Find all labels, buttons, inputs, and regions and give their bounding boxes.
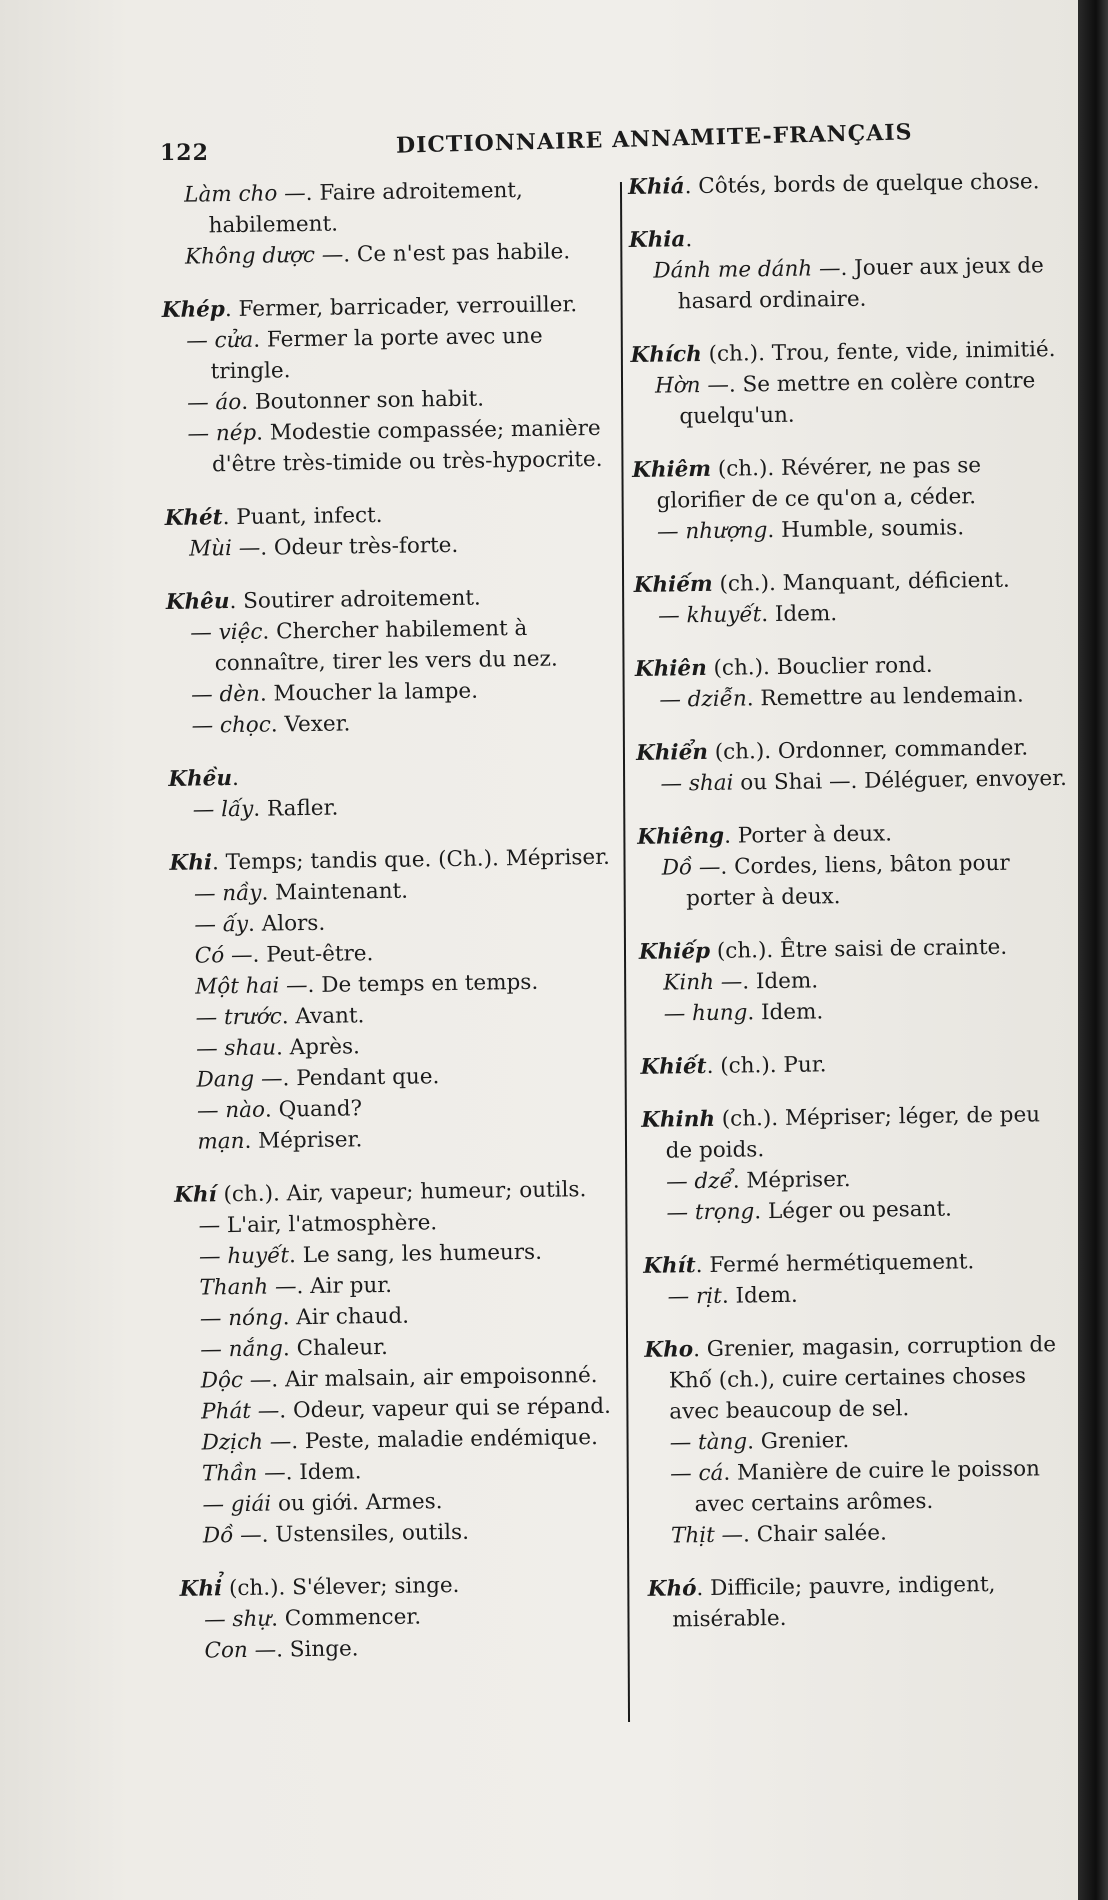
headword-line: Khia. xyxy=(628,227,693,253)
subentry: Dánh me dánh —. Jouer aux jeux de hasard ordinaire. xyxy=(653,253,1044,315)
headword-line: Khiển (ch.). Ordonner, commander. xyxy=(635,735,1029,766)
dictionary-entry xyxy=(635,648,1068,716)
dictionary-entry xyxy=(648,1568,1081,1636)
dictionary-entry xyxy=(641,1099,1075,1229)
subentry: — dziễn. Remettre au lendemain. xyxy=(659,682,1024,713)
subentry: — lấy. Rafler. xyxy=(192,795,339,823)
dictionary-entry xyxy=(168,758,624,826)
subentry: — shự. Commencer. xyxy=(203,1604,422,1633)
headword: Khi xyxy=(169,850,213,876)
headword: Khiá xyxy=(628,174,685,200)
dictionary-entry xyxy=(643,1245,1076,1313)
dictionary-entry xyxy=(174,1174,634,1552)
subentry: — khuyết. Idem. xyxy=(658,601,838,629)
subentry: — nóng. Air chaud. xyxy=(199,1303,410,1332)
headword: Khêu xyxy=(165,589,230,615)
headword: Khiêm xyxy=(631,456,712,483)
subentry: — cửa. Fermer la porte avec une tringle. xyxy=(186,323,543,385)
subentry: — nắng. Chaleur. xyxy=(200,1334,389,1363)
subentry: Thần —. Idem. xyxy=(201,1459,362,1487)
dictionary-entry xyxy=(644,1329,1079,1552)
headword-line: Khêu. Soutirer adroitement. xyxy=(165,585,481,615)
subentry: Thanh —. Air pur. xyxy=(199,1272,393,1301)
headword: Kho xyxy=(644,1337,694,1363)
subentry: — huyết. Le sang, les humeurs. xyxy=(198,1239,543,1270)
dictionary-entry xyxy=(628,166,1060,203)
subentry: Dồ —. Cordes, liens, bâton pour porter à deux. xyxy=(661,850,1010,912)
headword-line: Khích (ch.). Trou, fente, vide, inimitié. xyxy=(630,337,1056,368)
headword: Khép xyxy=(161,297,226,323)
headword-line: Khi. Temps; tandis que. (Ch.). Mépriser. xyxy=(169,844,611,876)
subentry: Kinh —. Idem. xyxy=(663,968,819,996)
headword: Khét xyxy=(164,505,223,531)
headword-line: Khít. Fermé hermétiquement. xyxy=(643,1249,975,1279)
subentry: — nào. Quand? xyxy=(196,1096,363,1124)
headword: Khí xyxy=(174,1182,217,1208)
headword-line: Khét. Puant, infect. xyxy=(164,502,383,531)
headword-line: Khiếp (ch.). Être saisi de crainte. xyxy=(638,934,1008,965)
subentry: — việc. Chercher habilement à connaître, tirer les vers du nez. xyxy=(190,615,558,677)
headword-line: Khiêm (ch.). Révérer, ne pas se glorifier de ce qu'on a, céder. xyxy=(631,453,982,514)
subentry: — hung. Idem. xyxy=(663,999,824,1027)
headword-line: Khinh (ch.). Mépriser; léger, de peu de poids. xyxy=(641,1102,1041,1164)
dictionary-entry xyxy=(639,931,1072,1030)
subentry: Dzịch —. Peste, maladie endémique. xyxy=(201,1425,598,1456)
headword-line: Khiên (ch.). Bouclier rond. xyxy=(634,652,933,682)
subentry: Làm cho —. Faire adroitement, habilement. xyxy=(184,177,523,239)
book-spine xyxy=(1078,0,1108,1900)
dictionary-entry xyxy=(169,842,628,1158)
dictionary-entry xyxy=(630,334,1063,433)
subentry: Dồ —. Ustensiles, outils. xyxy=(202,1519,470,1549)
left-column xyxy=(160,174,636,1689)
subentry: Mùi —. Odeur très-forte. xyxy=(188,532,459,562)
subentry: — rịt. Idem. xyxy=(667,1282,798,1310)
subentry: mạn. Mépriser. xyxy=(197,1127,363,1155)
dictionary-entry xyxy=(166,581,623,742)
subentry: Con —. Singe. xyxy=(204,1636,359,1664)
dictionary-entry xyxy=(640,1046,1072,1083)
dictionary-entry xyxy=(165,497,621,565)
headword: Khiển xyxy=(635,739,709,766)
subentry: Phát —. Odeur, vapeur qui se répand. xyxy=(201,1393,612,1425)
headword-line: Khó. Difficile; pauvre, indigent, misérable. xyxy=(647,1572,996,1633)
headword: Khó xyxy=(647,1576,697,1602)
headword: Khều xyxy=(168,766,233,792)
subentry: — nhượng. Humble, soumis. xyxy=(656,515,965,545)
headword-line: Khiết. (ch.). Pur. xyxy=(640,1052,827,1080)
headword-line: Khiêng. Porter à deux. xyxy=(637,821,893,850)
subentry: — trước. Avant. xyxy=(195,1003,365,1031)
subentry: — áo. Boutonner son habit. xyxy=(186,386,485,416)
dictionary-entry xyxy=(634,564,1067,632)
running-title: DICTIONNAIRE ANNAMITE-FRANÇAIS xyxy=(395,119,913,159)
subentry: Dang —. Pendant que. xyxy=(196,1064,440,1093)
headword: Khích xyxy=(630,341,702,368)
headword: Khiêng xyxy=(637,823,725,850)
headword: Khiên xyxy=(634,655,707,682)
subentry: Một hai —. De temps en temps. xyxy=(195,969,539,1000)
dictionary-entry xyxy=(162,289,620,481)
subentry: — cá. Manière de cuire le poisson avec certains arômes. xyxy=(670,1456,1041,1518)
headword: Khiếp xyxy=(638,938,711,965)
subentry: Hờn —. Se mettre en colère contre quelqu'un. xyxy=(654,368,1036,430)
subentry: — dzể. Mépriser. xyxy=(665,1166,851,1195)
subentry: Không dược —. Ce n'est pas habile. xyxy=(184,239,571,270)
subentry: — shau. Après. xyxy=(195,1034,361,1062)
subentry: — shai ou Shai —. Déléguer, envoyer. xyxy=(660,765,1068,797)
subentry: — giái ou giới. Armes. xyxy=(202,1489,443,1518)
subentry: — dèn. Moucher la lampe. xyxy=(191,678,479,708)
headword-line: Kho. Grenier, magasin, corruption de Khố (ch.), cuire certaines choses avec beaucoup de sel. xyxy=(644,1332,1057,1425)
headword: Khia xyxy=(628,227,686,253)
subentry: — tàng. Grenier. xyxy=(669,1428,850,1456)
right-column xyxy=(628,166,1081,1658)
dictionary-entry xyxy=(629,219,1062,318)
dictionary-entry xyxy=(160,174,616,273)
dictionary-entry xyxy=(637,816,1070,915)
headword-line: Khỉ (ch.). S'élever; singe. xyxy=(179,1572,460,1602)
headword: Khiết xyxy=(640,1053,707,1080)
headword: Khiếm xyxy=(633,571,713,598)
page-number: 122 xyxy=(160,140,209,166)
subentry: Có —. Peut-être. xyxy=(194,941,374,969)
subentry: Dộc —. Air malsain, air empoisonné. xyxy=(200,1363,598,1394)
headword: Khinh xyxy=(641,1106,716,1133)
headword-line: Khều. xyxy=(168,765,240,792)
subentry: — L'air, l'atmosphère. xyxy=(198,1210,438,1239)
dictionary-entry xyxy=(636,732,1069,800)
subentry: Thịt —. Chair salée. xyxy=(670,1520,888,1549)
subentry: — trọng. Léger ou pesant. xyxy=(666,1196,953,1226)
dictionary-entry xyxy=(179,1568,635,1667)
headword-line: Khiá. Côtés, bords de quelque chose. xyxy=(628,169,1040,200)
subentry: — chọc. Vexer. xyxy=(191,711,351,739)
headword-line: Khép. Fermer, barricader, verrouiller. xyxy=(161,292,578,323)
headword: Khỉ xyxy=(179,1576,223,1602)
dictionary-entry xyxy=(632,449,1065,548)
subentry: — ấy. Alors. xyxy=(194,910,326,938)
headword-line: Khiếm (ch.). Manquant, déficient. xyxy=(633,567,1010,598)
headword: Khít xyxy=(643,1253,696,1279)
headword-line: Khí (ch.). Air, vapeur; humeur; outils. xyxy=(174,1177,587,1208)
subentry: — nầy. Maintenant. xyxy=(193,878,409,907)
subentry: — nép. Modestie compassée; manière d'être très-timide ou très-hypocrite. xyxy=(187,415,603,478)
